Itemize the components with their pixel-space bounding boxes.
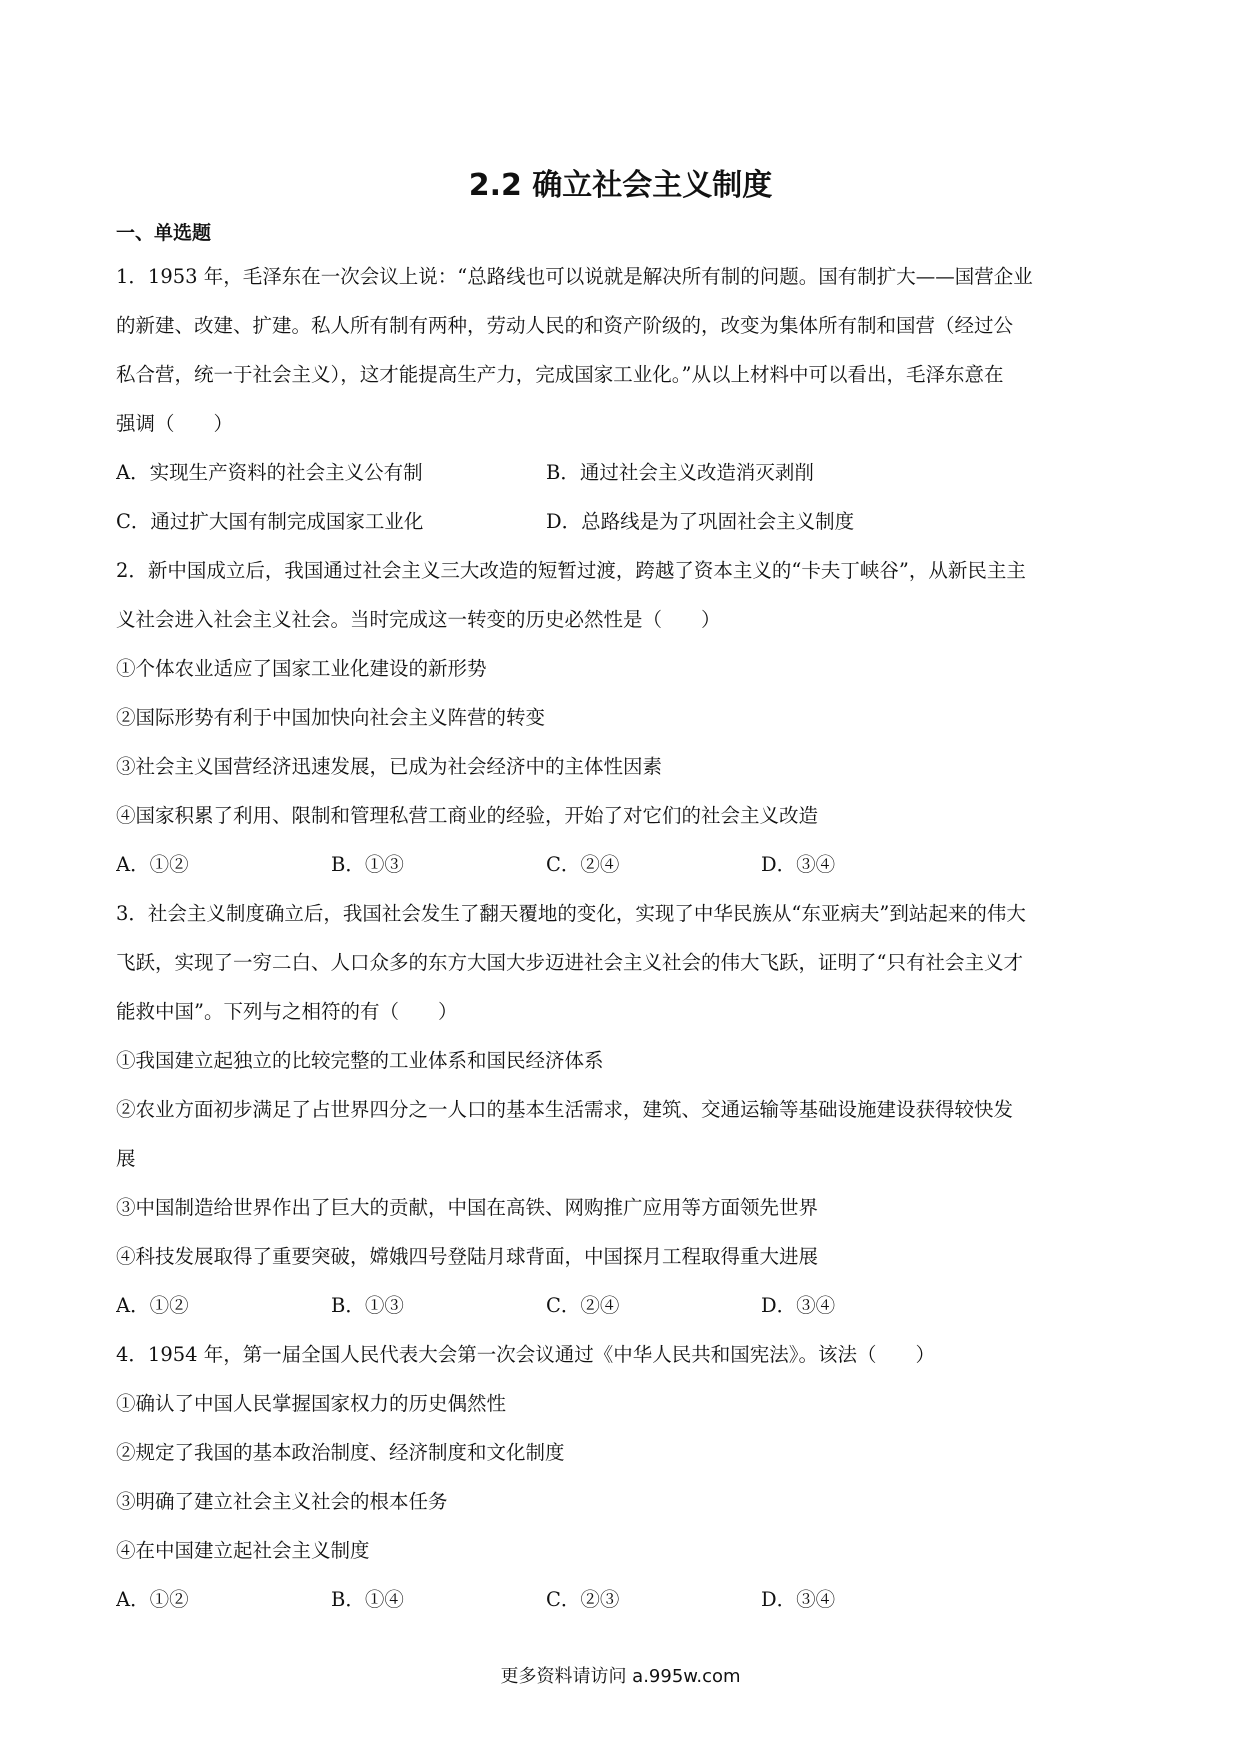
question-stem-line: 1．1953 年，毛泽东在一次会议上说：“总路线也可以说就是解决所有制的问题。国有制扩大——国营企业: [116, 265, 1033, 288]
answer-option-b: B．通过社会主义改造消灭剥削: [546, 461, 814, 484]
answer-option-d: D．③④: [761, 1294, 836, 1317]
statement-item: ②国际形势有利于中国加快向社会主义阵营的转变: [116, 706, 546, 729]
answer-option-b: B．①③: [331, 853, 404, 876]
answer-option-c: C．通过扩大国有制完成国家工业化: [116, 510, 424, 533]
statement-item: ③社会主义国营经济迅速发展，已成为社会经济中的主体性因素: [116, 755, 663, 778]
answer-options-row: [116, 448, 1126, 497]
statement-item: ②规定了我国的基本政治制度、经济制度和文化制度: [116, 1441, 565, 1464]
question-stem-line: 私合营，统一于社会主义），这才能提高生产力，完成国家工业化。”从以上材料中可以看出，毛泽东意在: [116, 363, 1004, 386]
answer-option-d: D．③④: [761, 853, 836, 876]
statement-item: ①确认了中国人民掌握国家权力的历史偶然性: [116, 1392, 507, 1415]
statement-item: ④国家积累了利用、限制和管理私营工商业的经验，开始了对它们的社会主义改造: [116, 804, 819, 827]
question-stem-line: 义社会进入社会主义社会。当时完成这一转变的历史必然性是（ ）: [116, 608, 721, 631]
question-stem-line: 3．社会主义制度确立后，我国社会发生了翻天覆地的变化，实现了中华民族从“东亚病夫”到站起来的伟大: [116, 902, 1026, 925]
statement-item: ③中国制造给世界作出了巨大的贡献，中国在高铁、网购推广应用等方面领先世界: [116, 1196, 819, 1219]
statement-item: 展: [116, 1147, 136, 1170]
answer-option-d: D．总路线是为了巩固社会主义制度: [546, 510, 855, 533]
question-3: [116, 889, 1126, 1330]
answer-options-row: [116, 840, 1126, 889]
answer-option-a: A．①②: [116, 853, 189, 876]
question-1: [116, 252, 1126, 546]
answer-options-row: [116, 497, 1126, 546]
answer-option-b: B．①③: [331, 1294, 404, 1317]
answer-option-c: C．②④: [546, 1294, 620, 1317]
statement-item: ④在中国建立起社会主义制度: [116, 1539, 370, 1562]
question-stem-line: 强调（ ）: [116, 412, 234, 435]
question-stem-line: 飞跃，实现了一穷二白、人口众多的东方大国大步迈进社会主义社会的伟大飞跃，证明了“只有社会主义才: [116, 951, 1023, 974]
answer-option-c: C．②④: [546, 853, 620, 876]
statement-item: ①个体农业适应了国家工业化建设的新形势: [116, 657, 487, 680]
question-stem-line: 能救中国”。下列与之相符的有（ ）: [116, 1000, 458, 1023]
answer-option-a: A．①②: [116, 1588, 189, 1611]
statement-item: ①我国建立起独立的比较完整的工业体系和国民经济体系: [116, 1049, 604, 1072]
answer-options-row: [116, 1575, 1126, 1624]
section-heading: 一、单选题: [116, 222, 212, 244]
statement-item: ④科技发展取得了重要突破，嫦娥四号登陆月球背面，中国探月工程取得重大进展: [116, 1245, 819, 1268]
question-4: [116, 1330, 1126, 1624]
answer-option-b: B．①④: [331, 1588, 404, 1611]
page-title: 2.2 确立社会主义制度: [468, 168, 773, 203]
answer-option-d: D．③④: [761, 1588, 836, 1611]
question-2: [116, 546, 1126, 889]
statement-item: ③明确了建立社会主义社会的根本任务: [116, 1490, 448, 1513]
answer-option-c: C．②③: [546, 1588, 620, 1611]
answer-option-a: A．实现生产资料的社会主义公有制: [116, 461, 423, 484]
answer-option-a: A．①②: [116, 1294, 189, 1317]
questions-list: [116, 252, 1126, 1624]
answer-options-row: [116, 1281, 1126, 1330]
question-stem-line: 4．1954 年，第一届全国人民代表大会第一次会议通过《中华人民共和国宪法》。该法（ ）: [116, 1343, 935, 1366]
footer-link-text: 更多资料请访问 a.995w.com: [500, 1666, 741, 1687]
question-stem-line: 的新建、改建、扩建。私人所有制有两种，劳动人民的和资产阶级的，改变为集体所有制和国营（经过公: [116, 314, 1014, 337]
question-stem-line: 2．新中国成立后，我国通过社会主义三大改造的短暂过渡，跨越了资本主义的“卡夫丁峡谷”，从新民主主: [116, 559, 1026, 582]
statement-item: ②农业方面初步满足了占世界四分之一人口的基本生活需求，建筑、交通运输等基础设施建设获得较快发: [116, 1098, 1014, 1121]
